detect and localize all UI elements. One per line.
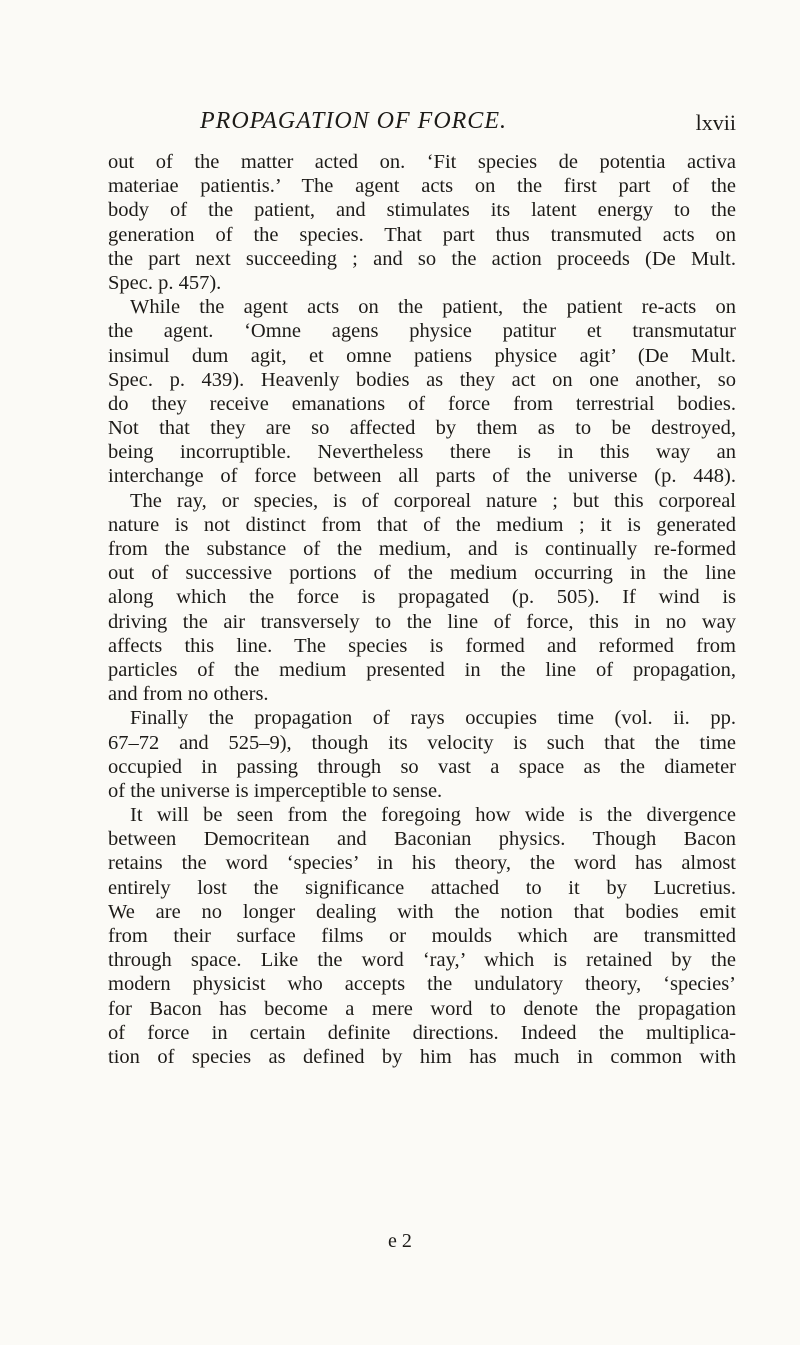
signature-mark: e 2: [388, 1230, 412, 1252]
text-line: It will be seen from the foregoing how wide is the divergence: [130, 804, 736, 827]
text-line: occupied in passing through so vast a space as the diameter: [108, 755, 736, 778]
running-title: PROPAGATION OF FORCE.: [200, 108, 507, 134]
text-line: materiae patientis.’ The agent acts on the first part of the: [108, 175, 736, 198]
text-line: of the universe is imperceptible to sense.: [108, 779, 443, 802]
text-line: the part next succeeding ; and so the action proceeds (De Mult.: [108, 247, 736, 270]
text-line: retains the word ‘species’ in his theory, the word has almost: [108, 852, 736, 875]
text-line: for Bacon has become a mere word to denote the propagation: [108, 997, 736, 1020]
body-text: [108, 150, 736, 1069]
text-line: between Democritean and Baconian physics. Though Bacon: [108, 828, 736, 851]
text-line: Finally the propagation of rays occupies time (vol. ii. pp.: [130, 707, 736, 730]
text-line: Spec. p. 439). Heavenly bodies as they act on one another, so: [108, 368, 736, 391]
text-line: While the agent acts on the patient, the patient re-acts on: [130, 296, 736, 319]
text-line: driving the air transversely to the line of force, this in no way: [108, 610, 736, 633]
text-line: generation of the species. That part thus transmuted acts on: [108, 223, 736, 246]
text-line: do they receive emanations of force from terrestrial bodies.: [108, 392, 736, 415]
text-line: tion of species as defined by him has much in common with: [108, 1045, 736, 1068]
text-line: Not that they are so affected by them as to be destroyed,: [108, 417, 736, 440]
text-line: from their surface films or moulds which are transmitted: [108, 925, 736, 947]
page-header: [108, 108, 736, 138]
text-line: through space. Like the word ‘ray,’ which is retained by the: [108, 949, 736, 972]
text-line: entirely lost the significance attached to it by Lucretius.: [108, 876, 736, 899]
text-line: affects this line. The species is formed and reformed from: [108, 634, 736, 657]
text-line: and from no others.: [108, 683, 269, 706]
text-line: being incorruptible. Nevertheless there is in this way an: [108, 441, 736, 464]
text-line: particles of the medium presented in the line of propagation,: [108, 658, 736, 681]
text-line: interchange of force between all parts of the universe (p. 448).: [108, 465, 736, 488]
text-line: 67–72 and 525–9), though its velocity is such that the time: [108, 731, 736, 754]
page-number: lxvii: [695, 110, 736, 135]
text-line: the agent. ‘Omne agens physice patitur et transmutatur: [108, 320, 736, 343]
text-line: nature is not distinct from that of the medium ; it is generated: [108, 513, 736, 536]
text-line: from the substance of the medium, and is continually re-formed: [108, 538, 736, 560]
text-line: We are no longer dealing with the notion that bodies emit: [108, 900, 736, 923]
text-line: of force in certain definite directions. Indeed the multiplica-: [108, 1021, 736, 1044]
text-line: modern physicist who accepts the undulatory theory, ‘species’: [108, 973, 736, 996]
text-line: The ray, or species, is of corporeal nature ; but this corporeal: [130, 489, 736, 512]
text-line: body of the patient, and stimulates its latent energy to the: [108, 199, 736, 222]
text-line: out of the matter acted on. ‘Fit species de potentia activa: [108, 151, 736, 173]
text-line: insimul dum agit, et omne patiens physice agit’ (De Mult.: [108, 344, 736, 367]
text-line: out of successive portions of the medium occurring in the line: [108, 562, 736, 585]
text-line: along which the force is propagated (p. 505). If wind is: [108, 586, 736, 609]
text-line: Spec. p. 457).: [108, 271, 222, 294]
